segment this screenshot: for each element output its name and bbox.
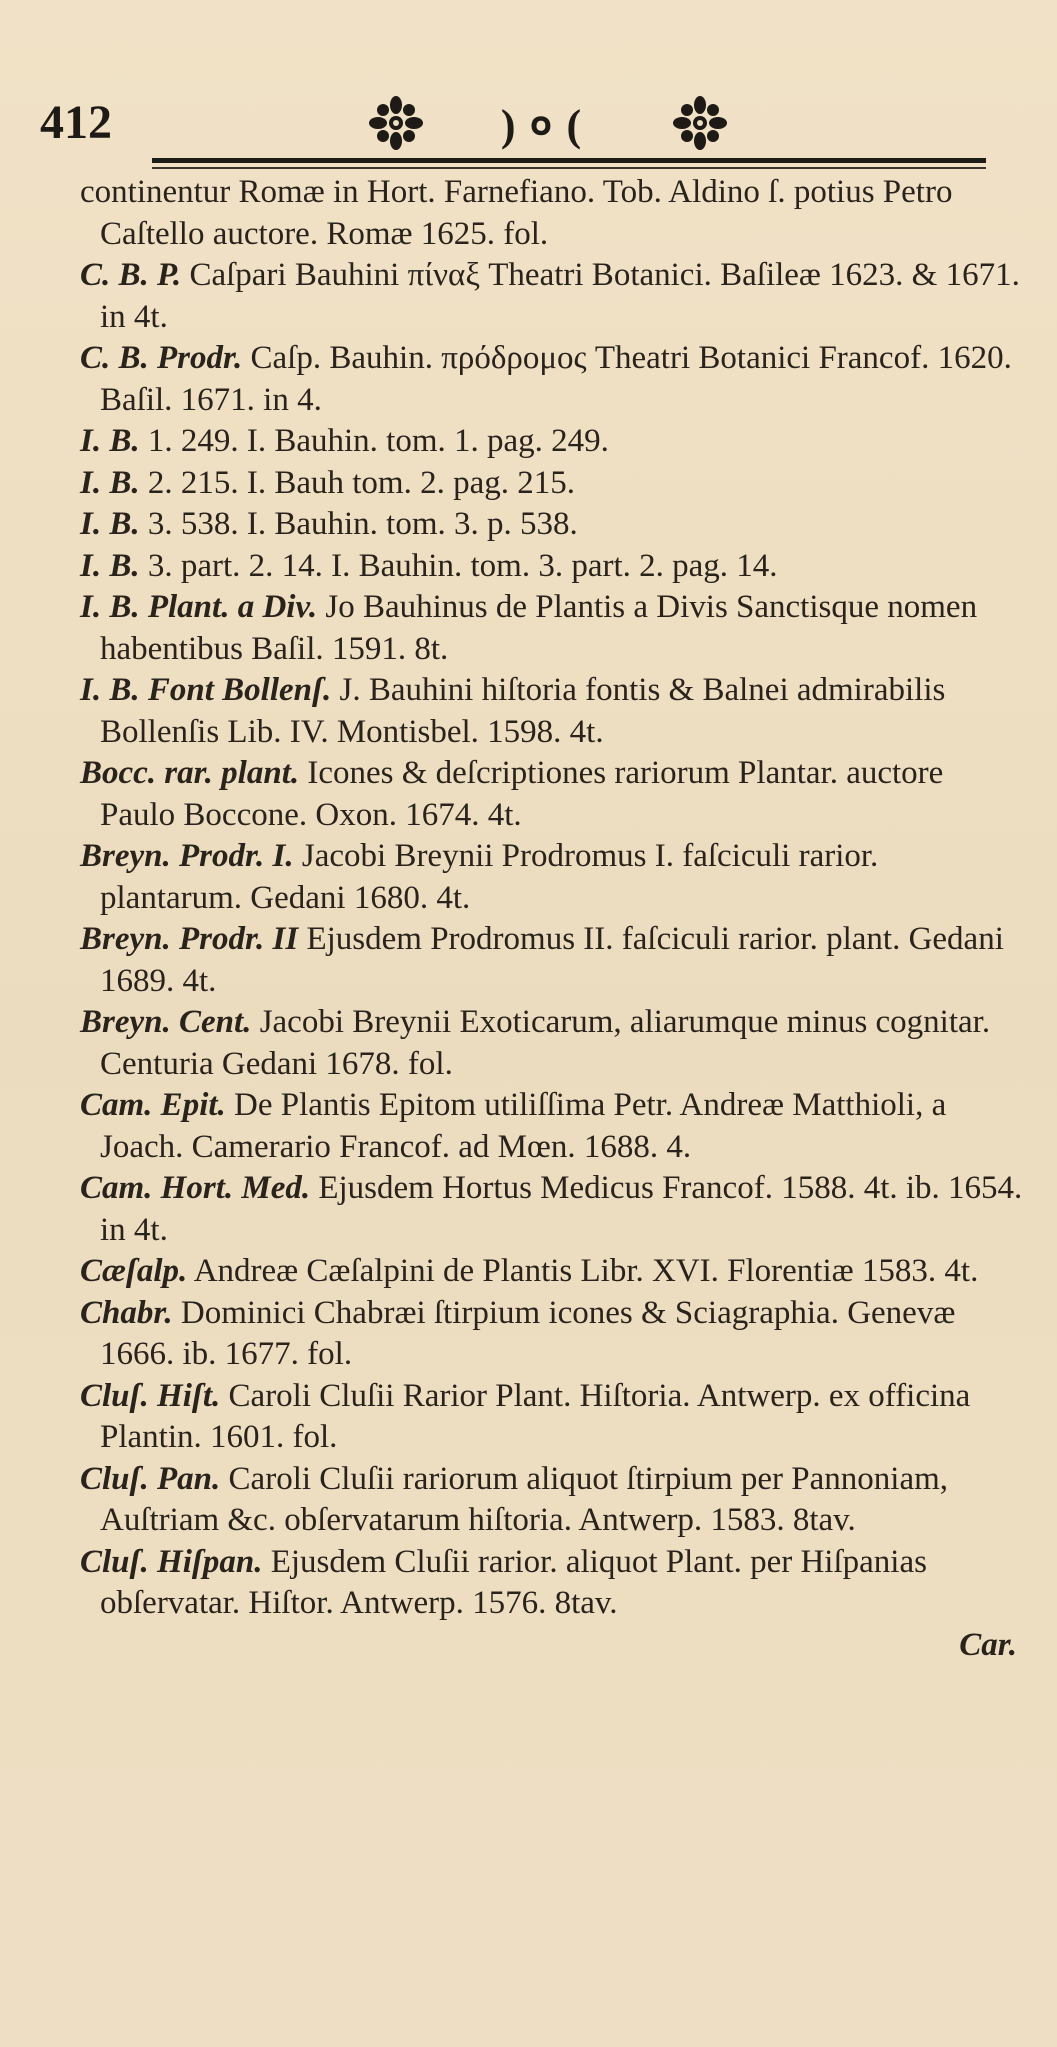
entry-text: J. Bauhini hiſtoria fontis & Balnei admirabilis Bollenſis Lib. IV. Montisbel. 1598. 4t. <box>100 672 946 750</box>
entry-text: Jacobi Breynii Prodromus I. faſciculi rarior. plantarum. Gedani 1680. 4t. <box>100 838 879 916</box>
entry-abbreviation: I. B. Font Bollenſ. <box>80 672 332 708</box>
list-item <box>80 1293 1025 1376</box>
entry-abbreviation: Cluſ. Pan. <box>80 1460 221 1497</box>
list-item <box>80 1542 1025 1625</box>
header-rule <box>152 158 986 163</box>
list-item <box>80 463 1025 505</box>
header-rule-thin <box>152 167 986 169</box>
entry-abbreviation: Breyn. Prodr. II <box>80 921 299 957</box>
entry-text: Caroli Cluſii rariorum aliquot ſtirpium per Pannoniam, Auſtriam &c. obſervatarum hiſtoria. Antwerp. 1583. 8tav. <box>100 1460 949 1538</box>
header-ornament <box>368 93 728 153</box>
list-item <box>80 421 1025 463</box>
list-item <box>80 255 1025 338</box>
entry-text: De Plantis Epitom utiliſſima Petr. Andreæ Matthioli, a Joach. Camerario Francof. ad Mœn. 1688. 4. <box>100 1087 947 1165</box>
entry-text: 3. 538. I. Bauhin. tom. 3. p. 538. <box>147 506 578 542</box>
list-item <box>80 587 1025 670</box>
entry-abbreviation: Cam. Epit. <box>80 1087 226 1123</box>
entry-text: Andreæ Cæſalpini de Plantis Libr. XVI. Florentiæ 1583. 4t. <box>193 1253 979 1289</box>
entry-abbreviation: C. B. P. <box>80 257 182 293</box>
list-item <box>80 1168 1025 1251</box>
catchword: Car. <box>959 1626 1017 1663</box>
entry-abbreviation: Cæſalp. <box>80 1253 188 1289</box>
entry-abbreviation: Chabr. <box>80 1294 173 1331</box>
entry-abbreviation: Cluſ. Hiſt. <box>80 1377 221 1414</box>
entry-text: Ejusdem Cluſii rarior. aliquot Plant. per Hiſpanias obſervatar. Hiſtor. Antwerp. 1576. 8tav. <box>100 1543 927 1621</box>
entry-text: Ejusdem Prodromus II. faſciculi rarior. plant. Gedani 1689. 4t. <box>100 921 1004 999</box>
entry-abbreviation: Bocc. rar. plant. <box>80 755 300 791</box>
entry-abbreviation: I. B. Plant. a Div. <box>80 589 318 625</box>
list-item <box>80 1376 1025 1459</box>
entry-abbreviation: I. B. <box>80 464 140 501</box>
list-item <box>80 504 1025 546</box>
flower-icon <box>368 95 424 151</box>
entry-text: Icones & deſcriptiones rariorum Plantar. auctore Paulo Boccone. Oxon. 1674. 4t. <box>100 755 944 833</box>
ornament-glyphs: )०( <box>500 101 596 150</box>
entry-text: Jo Bauhinus de Plantis a Divis Sanctisque nomen habentibus Baſil. 1591. 8t. <box>100 589 978 667</box>
entry-text: continentur Romæ in Hort. Farnefiano. Tob. Aldino ſ. potius Petro Caſtello auctore. Romæ 1625. fol. <box>80 174 953 252</box>
list-item <box>80 1459 1025 1542</box>
list-item <box>80 670 1025 753</box>
flower-icon <box>672 95 728 151</box>
page-header <box>0 85 1057 155</box>
list-item <box>80 1002 1025 1085</box>
entry-text: 3. part. 2. 14. I. Bauhin. tom. 3. part. 2. pag. 14. <box>147 547 778 584</box>
entry-abbreviation: Breyn. Prodr. I. <box>80 838 294 874</box>
list-item <box>80 836 1025 919</box>
entry-text: Jacobi Breynii Exoticarum, aliarumque minus cognitar. Centuria Gedani 1678. fol. <box>100 1004 991 1082</box>
entry-abbreviation: I. B. <box>80 423 140 459</box>
catchword-line <box>80 1625 1025 1667</box>
entry-text: Caſp. Bauhin. πρόδρομος Theatri Botanici Francof. 1620. Baſil. 1671. in 4. <box>100 340 1012 418</box>
entry-text: 1. 249. I. Bauhin. tom. 1. pag. 249. <box>147 423 609 459</box>
list-item <box>80 753 1025 836</box>
entry-text: Caroli Cluſii Rarior Plant. Hiſtoria. Antwerp. ex officina Plantin. 1601. fol. <box>100 1377 971 1455</box>
entry-abbreviation: Cam. Hort. Med. <box>80 1170 311 1206</box>
entry-text: Caſpari Bauhini πίναξ Theatri Botanici. Baſileæ 1623. & 1671. in 4t. <box>100 257 1020 335</box>
entry-abbreviation: Cluſ. Hiſpan. <box>80 1543 263 1580</box>
entry-text: 2. 215. I. Bauh tom. 2. pag. 215. <box>147 464 575 501</box>
entry-text: Dominici Chabræi ſtirpium icones & Sciagraphia. Genevæ 1666. ib. 1677. fol. <box>100 1294 956 1372</box>
list-item <box>80 919 1025 1002</box>
list-item <box>80 546 1025 588</box>
entry-abbreviation: I. B. <box>80 506 140 542</box>
entry-abbreviation: I. B. <box>80 547 140 584</box>
entry-abbreviation: Breyn. Cent. <box>80 1004 252 1040</box>
list-item <box>80 338 1025 421</box>
list-item <box>80 172 1025 255</box>
list-item <box>80 1085 1025 1168</box>
page-number: 412 <box>40 96 112 149</box>
list-item <box>80 1251 1025 1293</box>
page-body <box>80 172 1025 1666</box>
entry-text: Ejusdem Hortus Medicus Francof. 1588. 4t. ib. 1654. in 4t. <box>100 1170 1023 1248</box>
entry-abbreviation: C. B. Prodr. <box>80 340 243 376</box>
